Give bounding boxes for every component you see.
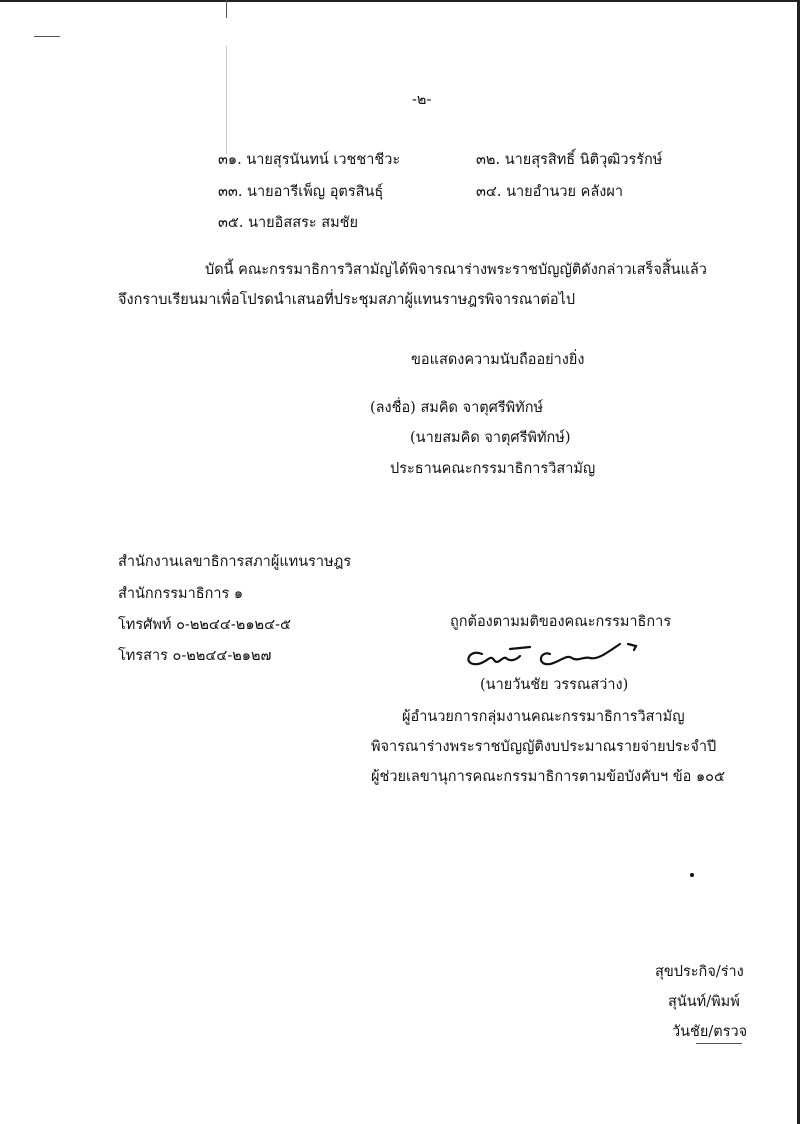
member-35: ๓๕. นายอิสสระ สมชัย: [218, 215, 358, 231]
member-34: ๓๔. นายอำนวย คลังผา: [476, 184, 623, 200]
ink-speck: [690, 873, 694, 877]
certifier-title-line-3: ผู้ช่วยเลขานุการคณะกรรมาธิการตามข้อบังคับฯ ข้อ ๑๐๕: [371, 769, 725, 785]
office-phone: โทรศัพท์ ๐-๒๒๔๔-๒๑๒๔-๕: [118, 617, 291, 633]
office-fax: โทรสาร ๐-๒๒๔๔-๒๑๒๗: [118, 648, 272, 664]
staff-typist: สุนันท์/พิมพ์: [668, 994, 740, 1010]
scan-mark: [226, 0, 227, 18]
page-number: -๒-: [412, 92, 432, 108]
signed-line: (ลงชื่อ) สมคิด จาตุศรีพิทักษ์: [370, 400, 544, 416]
member-32: ๓๒. นายสุรสิทธิ์ นิติวุฒิวรรักษ์: [476, 152, 663, 168]
staff-underline: [696, 1043, 742, 1044]
staff-checker: วันชัย/ตรวจ: [672, 1024, 748, 1040]
handwritten-signature: [458, 636, 658, 676]
scan-mark: [226, 46, 227, 154]
certifier-title-line-1: ผู้อำนวยการกลุ่มงานคณะกรรมาธิการวิสามัญ: [402, 709, 685, 725]
chairman-name: (นายสมคิด จาตุศรีพิทักษ์): [410, 430, 571, 446]
scan-border-top: [0, 0, 800, 2]
certification-heading: ถูกต้องตามมติของคณะกรรมาธิการ: [450, 614, 672, 630]
closing-phrase: ขอแสดงความนับถืออย่างยิ่ง: [411, 352, 585, 368]
body-paragraph-line-2: จึงกราบเรียนมาเพื่อโปรดนำเสนอที่ประชุมสภาผู้แทนราษฎรพิจารณาต่อไป: [118, 292, 576, 308]
office-division: สำนักกรรมาธิการ ๑: [118, 586, 244, 602]
body-paragraph-line-1: บัดนี้ คณะกรรมาธิการวิสามัญได้พิจารณาร่างพระราชบัญญัติดังกล่าวเสร็จสิ้นแล้ว: [205, 262, 707, 278]
member-31: ๓๑. นายสุรนันทน์ เวชชาชีวะ: [218, 152, 401, 168]
scan-mark: [34, 36, 60, 37]
office-name: สำนักงานเลขาธิการสภาผู้แทนราษฎร: [118, 554, 352, 570]
chairman-position: ประธานคณะกรรมาธิการวิสามัญ: [390, 461, 596, 477]
member-33: ๓๓. นายอารีเพ็ญ อุตรสินธุ์: [218, 184, 384, 200]
staff-drafter: สุขประกิจ/ร่าง: [655, 964, 744, 980]
certifier-title-line-2: พิจารณาร่างพระราชบัญญัติงบประมาณรายจ่ายประจำปี: [371, 739, 717, 755]
certifier-name: (นายวันชัย วรรณสว่าง): [480, 677, 629, 693]
signature-scribble: [458, 636, 658, 676]
